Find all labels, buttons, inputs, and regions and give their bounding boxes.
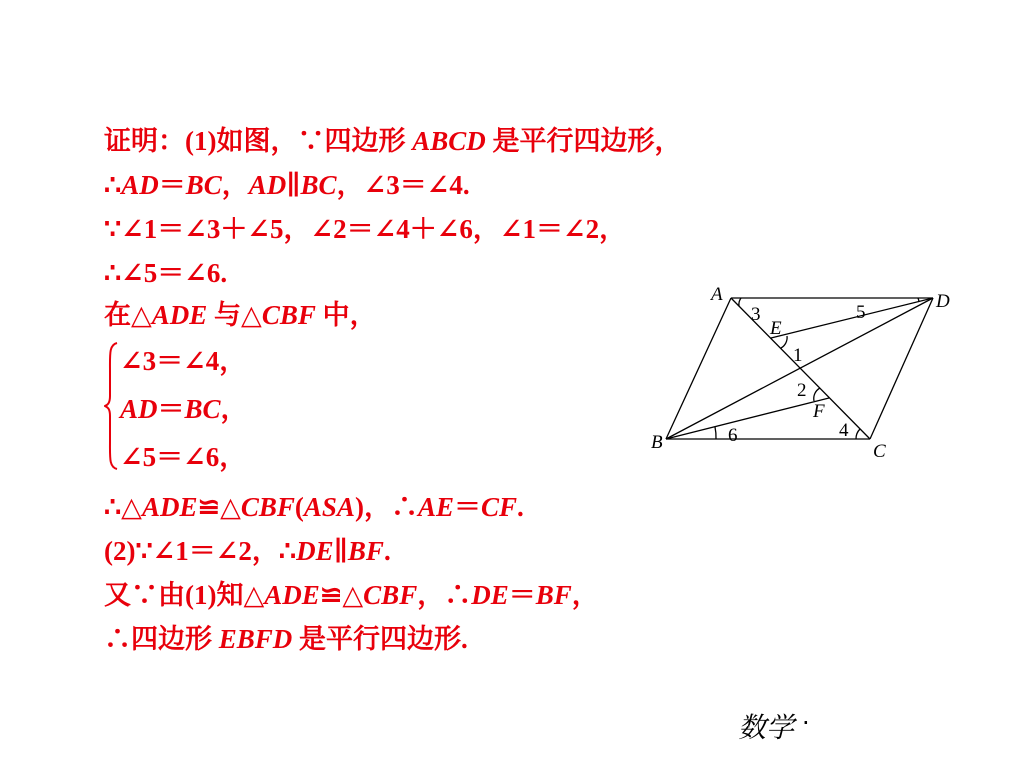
point-d-label: D — [936, 291, 950, 312]
proof-line-8: 又∵由(1)知△ADE≌△CBF，∴DE＝BF， — [104, 580, 599, 610]
footer-dot: · — [802, 709, 810, 737]
diagonal-bd — [666, 298, 933, 439]
proof-line-5: 在△ADE 与△CBF 中， — [104, 300, 377, 330]
subject-footer — [738, 706, 810, 746]
angle-4-label: 4 — [839, 420, 849, 441]
angle-arc-1 — [781, 336, 787, 348]
point-f-label: F — [813, 401, 825, 422]
proof-line-6: ∴△ADE≌△CBF(ASA)，∴AE＝CF. — [104, 492, 524, 522]
angle-2-label: 2 — [797, 380, 807, 401]
angle-1-label: 1 — [793, 345, 803, 366]
angle-arc-3 — [739, 298, 741, 306]
side-cd — [870, 298, 933, 439]
segment-de — [771, 298, 933, 338]
proof-line-4: ∴∠5＝∠6. — [104, 258, 228, 288]
point-e-label: E — [770, 318, 782, 339]
angle-arc-6 — [715, 427, 716, 439]
angle-5-label: 5 — [856, 302, 866, 323]
subject-label: 数学 — [738, 711, 795, 744]
angle-6-label: 6 — [728, 425, 738, 446]
point-b-label: B — [651, 432, 663, 453]
side-ab — [666, 298, 731, 439]
proof-line-7: (2)∵∠1＝∠2，∴DE∥BF. — [104, 536, 391, 566]
proof-label: 证明： — [104, 126, 185, 156]
proof-line-1: 证明：(1)如图，∵四边形 ABCD 是平行四边形， — [104, 126, 682, 156]
system-line-2: AD＝BC， — [120, 394, 248, 424]
system-brace — [104, 342, 118, 470]
proof-line-2: ∴AD＝BC，AD∥BC，∠3＝∠4. — [104, 170, 470, 200]
point-a-label: A — [711, 284, 723, 305]
parallelogram-figure — [640, 280, 970, 465]
angle-arc-2 — [814, 388, 820, 401]
angle-arc-4 — [856, 429, 860, 439]
proof-line-9: ∴四边形 EBFD 是平行四边形. — [104, 624, 468, 654]
system-line-3: ∠5＝∠6， — [120, 442, 247, 472]
angle-3-label: 3 — [751, 304, 761, 325]
system-line-1: ∠3＝∠4， — [120, 346, 247, 376]
proof-line-3: ∵∠1＝∠3＋∠5，∠2＝∠4＋∠6，∠1＝∠2， — [104, 214, 627, 244]
point-c-label: C — [873, 441, 886, 462]
segment-bf — [666, 398, 829, 439]
